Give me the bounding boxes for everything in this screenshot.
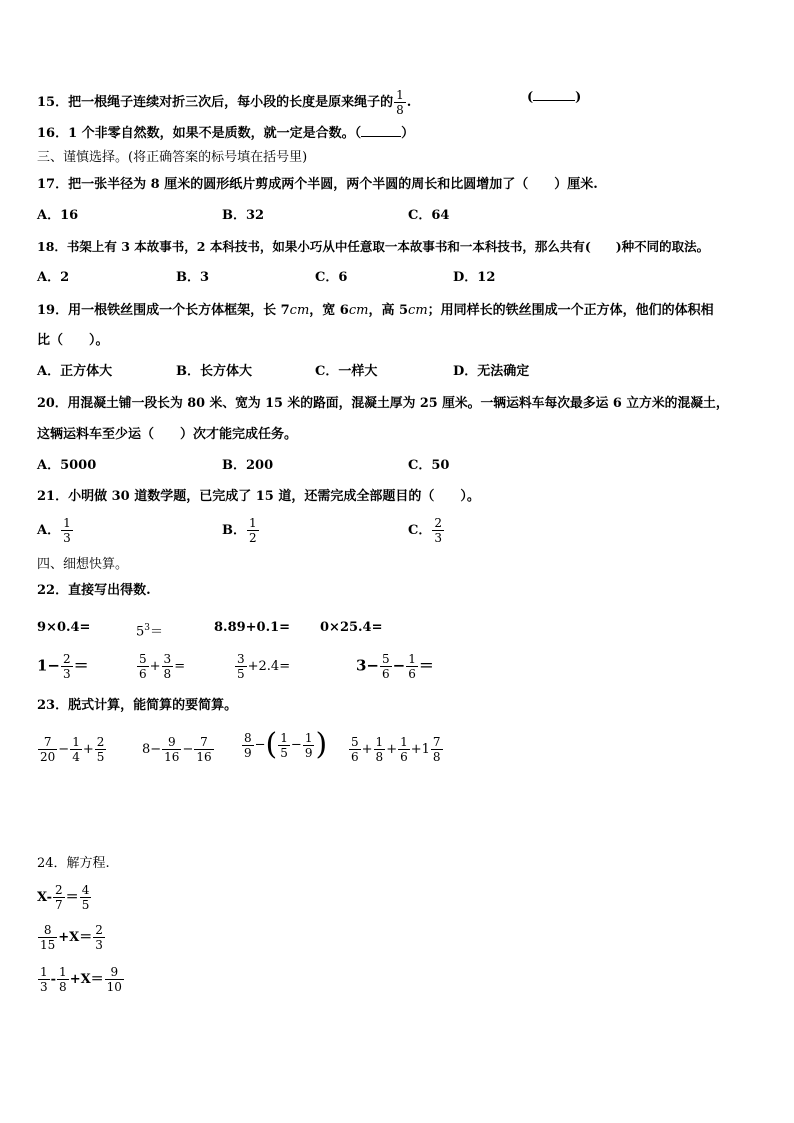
q17-option-c[interactable]: C．64 (408, 208, 450, 223)
q15-text: 15．把一根绳子连续对折三次后，每小段的长度是原来绳子的 (37, 95, 394, 110)
q23-expr-3: $\frac{8}{9}$ −( $\frac{1}{5}$ − $\frac{1}{9}$ ) (244, 727, 328, 762)
q15: 15．把一根绳子连续对折三次后，每小段的长度是原来绳子的 $\frac{1}{8}$ . (37, 88, 412, 117)
q16-text: 16．1 个非零自然数，如果不是质数，就一定是合数。（ (37, 126, 362, 141)
q22-r1-d: 0×25.4= (320, 620, 383, 635)
q18-option-a[interactable]: A．2 (37, 270, 70, 285)
q21-option-c[interactable]: C． $\frac{2}{3}$ (408, 516, 442, 545)
section-4-title: 四、细想快算。 (37, 557, 129, 572)
q15-answer-blank[interactable]: ( ) (527, 90, 582, 105)
q17-option-a[interactable]: A．16 (37, 208, 79, 223)
q18-option-d[interactable]: D．12 (453, 270, 496, 285)
q21: 21．小明做 30 道数学题，已完成了 15 道，还需完成全部题目的（ ）。 (37, 489, 480, 504)
q22-r2-d: 3− $\frac{5}{6}$ − $\frac{1}{6}$ ＝ (356, 652, 434, 681)
q22-r2-b: $\frac{5}{6}$ + $\frac{3}{8}$ = (139, 652, 186, 681)
q22-r2-a: 1− $\frac{2}{3}$ ＝ (37, 652, 89, 681)
q23-title: 23．脱式计算，能简算的要简算。 (37, 698, 238, 713)
q24-title: 24．解方程. (37, 856, 110, 871)
q24-equation-3: $\frac{1}{3}$ - $\frac{1}{8}$ +X＝ $\frac{9}{10}$ (40, 965, 122, 994)
q16: 16．1 个非零自然数，如果不是质数，就一定是合数。（ ） (37, 126, 415, 141)
q22-title: 22．直接写出得数. (37, 583, 151, 598)
q20-option-a[interactable]: A．5000 (37, 458, 97, 473)
q19-option-d[interactable]: D．无法确定 (453, 364, 530, 379)
q20-line-2: 这辆运料车至少运（ ）次才能完成任务。 (37, 427, 298, 442)
q23-expr-1: $\frac{7}{20}$ − $\frac{1}{4}$ + $\frac{2}{5}$ (40, 735, 105, 764)
q19-option-c[interactable]: C．一样大 (315, 364, 378, 379)
q24-equation-1: X- $\frac{2}{7}$ ＝ $\frac{4}{5}$ (37, 883, 90, 912)
q19-option-a[interactable]: A．正方体大 (37, 364, 113, 379)
q18: 18．书架上有 3 本故事书，2 本科技书，如果小巧从中任意取一本故事书和一本科技书，那么共有( )种不同的取法。 (37, 239, 710, 254)
q15-fraction: $\frac{1}{8}$ (396, 88, 404, 117)
q22-r2-c: $\frac{3}{5}$ +2.4= (237, 652, 291, 681)
q22-r1-c: 8.89+0.1= (214, 620, 291, 635)
q16-answer-blank[interactable] (361, 124, 401, 137)
q19-option-b[interactable]: B．长方体大 (176, 364, 252, 379)
q22-r1-a: 9×0.4= (37, 620, 91, 635)
q21-option-a[interactable]: A． $\frac{1}{3}$ (37, 516, 71, 545)
q21-option-b[interactable]: B． $\frac{1}{2}$ (222, 516, 257, 545)
q19: 19．用一根铁丝围成一个长方体框架，长 7cm，宽 6cm，高 5cm；用同样长的铁丝围成一个正方体，他们的体积相 (37, 303, 714, 318)
q17: 17．把一张半径为 8 厘米的圆形纸片剪成两个半圆，两个半圆的周长和比圆增加了（ ）厘米. (37, 177, 598, 192)
q18-option-c[interactable]: C．6 (315, 270, 348, 285)
q19-line-2: 比（ ）。 (37, 333, 109, 348)
q20-option-c[interactable]: C．50 (408, 458, 450, 473)
q24-equation-2: $\frac{8}{15}$ +X＝ $\frac{2}{3}$ (40, 923, 103, 952)
section-3-title: 三、谨慎选择。(将正确答案的标号填在括号里) (37, 150, 308, 165)
q22-r1-b: $5^3=$ (136, 623, 164, 640)
q23-expr-2: 8− $\frac{9}{16}$ − $\frac{7}{16}$ (142, 735, 212, 764)
q17-option-b[interactable]: B．32 (222, 208, 265, 223)
q20: 20．用混凝土铺一段长为 80 米、宽为 15 米的路面，混凝土厚为 25 厘米。一辆运料车每次最多运 6 立方米的混凝土， (37, 396, 729, 411)
q18-option-b[interactable]: B．3 (176, 270, 210, 285)
q23-expr-4: $\frac{5}{6}$ + $\frac{1}{8}$ + $\frac{1}{6}$ +1 $\frac{7}{8}$ (351, 735, 441, 764)
q20-option-b[interactable]: B．200 (222, 458, 274, 473)
